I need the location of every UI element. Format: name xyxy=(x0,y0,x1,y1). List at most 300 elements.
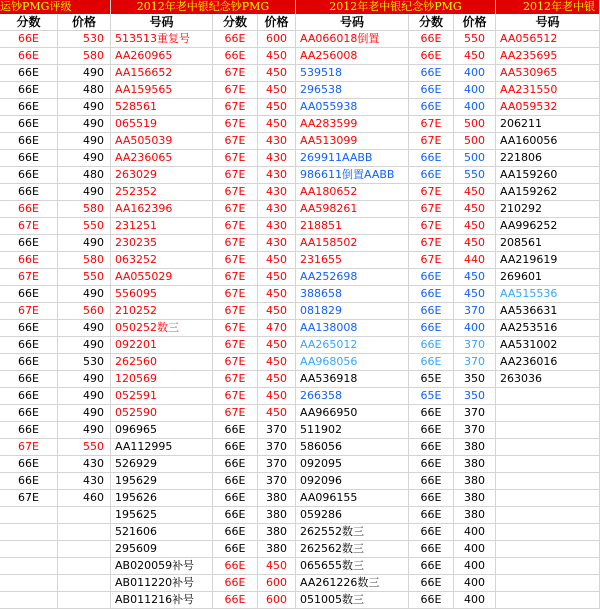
empty-cell xyxy=(496,592,600,609)
cell-price: 450 xyxy=(454,235,496,252)
empty-cell xyxy=(496,558,600,575)
cell-code: 050252数三 xyxy=(111,320,213,337)
cell-code: 092201 xyxy=(111,337,213,354)
cell-price: 490 xyxy=(58,65,111,82)
cell-score: 66E xyxy=(409,167,454,184)
cell-code: AA536631 xyxy=(496,303,600,320)
empty-cell xyxy=(496,473,600,490)
cell-code: 081829 xyxy=(296,303,409,320)
cell-price: 350 xyxy=(454,371,496,388)
banner-4: 2012年老中银 xyxy=(496,0,600,14)
cell-price: 380 xyxy=(454,473,496,490)
cell-score: 66E xyxy=(409,456,454,473)
cell-code: AA138008 xyxy=(296,320,409,337)
empty-cell xyxy=(0,592,58,609)
cell-score: 67E xyxy=(213,235,258,252)
cell-code: AA253516 xyxy=(496,320,600,337)
cell-code: AA598261 xyxy=(296,201,409,218)
cell-code: AB011216补号 xyxy=(111,592,213,609)
cell-score: 66E xyxy=(213,456,258,473)
cell-score: 66E xyxy=(409,354,454,371)
empty-cell xyxy=(0,575,58,592)
cell-code: 065519 xyxy=(111,116,213,133)
cell-score: 66E xyxy=(0,82,58,99)
banner-2: 2012年老中银纪念钞PMG xyxy=(111,0,296,14)
cell-price: 600 xyxy=(258,592,296,609)
cell-price: 530 xyxy=(58,31,111,48)
cell-code: 221806 xyxy=(496,150,600,167)
cell-score: 66E xyxy=(213,473,258,490)
cell-code: 210252 xyxy=(111,303,213,320)
cell-price: 490 xyxy=(58,99,111,116)
empty-cell xyxy=(496,507,600,524)
empty-cell xyxy=(496,422,600,439)
cell-code: AA530965 xyxy=(496,65,600,82)
cell-score: 66E xyxy=(409,82,454,99)
cell-score: 66E xyxy=(409,65,454,82)
cell-price: 450 xyxy=(258,354,296,371)
cell-score: 67E xyxy=(213,133,258,150)
cell-price: 490 xyxy=(58,184,111,201)
empty-cell xyxy=(58,592,111,609)
cell-price: 380 xyxy=(258,490,296,507)
cell-score: 67E xyxy=(213,252,258,269)
cell-code: 269911AABB xyxy=(296,150,409,167)
cell-price: 430 xyxy=(258,218,296,235)
cell-score: 66E xyxy=(0,473,58,490)
column-header-price: 价格 xyxy=(454,14,496,31)
cell-price: 380 xyxy=(258,524,296,541)
cell-code: AA265012 xyxy=(296,337,409,354)
cell-score: 66E xyxy=(409,269,454,286)
cell-code: 120569 xyxy=(111,371,213,388)
cell-price: 450 xyxy=(454,286,496,303)
cell-code: 986611倒置AABB xyxy=(296,167,409,184)
cell-code: AA160056 xyxy=(496,133,600,150)
cell-score: 67E xyxy=(213,116,258,133)
column-header-score: 分数 xyxy=(0,14,58,31)
cell-score: 66E xyxy=(0,252,58,269)
cell-score: 66E xyxy=(213,541,258,558)
cell-score: 66E xyxy=(213,422,258,439)
cell-price: 430 xyxy=(58,456,111,473)
cell-score: 67E xyxy=(213,337,258,354)
cell-code: AB011220补号 xyxy=(111,575,213,592)
cell-score: 66E xyxy=(0,150,58,167)
cell-code: 059286 xyxy=(296,507,409,524)
cell-code: 266358 xyxy=(296,388,409,405)
cell-price: 370 xyxy=(454,422,496,439)
cell-price: 550 xyxy=(58,269,111,286)
cell-code: 092096 xyxy=(296,473,409,490)
cell-code: 231655 xyxy=(296,252,409,269)
cell-code: AA055029 xyxy=(111,269,213,286)
cell-price: 600 xyxy=(258,31,296,48)
cell-price: 450 xyxy=(454,218,496,235)
cell-price: 460 xyxy=(58,490,111,507)
cell-score: 66E xyxy=(409,490,454,507)
cell-code: AA505039 xyxy=(111,133,213,150)
cell-price: 500 xyxy=(454,116,496,133)
cell-code: AA055938 xyxy=(296,99,409,116)
cell-price: 470 xyxy=(258,320,296,337)
cell-price: 400 xyxy=(454,65,496,82)
cell-score: 67E xyxy=(0,303,58,320)
cell-price: 400 xyxy=(454,558,496,575)
cell-code: AA231550 xyxy=(496,82,600,99)
cell-code: 092095 xyxy=(296,456,409,473)
cell-score: 65E xyxy=(409,388,454,405)
cell-code: AA283599 xyxy=(296,116,409,133)
cell-price: 370 xyxy=(258,456,296,473)
cell-code: 262552数三 xyxy=(296,524,409,541)
cell-price: 500 xyxy=(454,150,496,167)
cell-code: AA158502 xyxy=(296,235,409,252)
cell-price: 580 xyxy=(58,252,111,269)
cell-price: 530 xyxy=(58,354,111,371)
empty-cell xyxy=(496,405,600,422)
cell-code: AA261226数三 xyxy=(296,575,409,592)
cell-price: 450 xyxy=(454,48,496,65)
cell-code: 262560 xyxy=(111,354,213,371)
cell-score: 66E xyxy=(409,286,454,303)
cell-code: 556095 xyxy=(111,286,213,303)
cell-price: 450 xyxy=(454,269,496,286)
cell-code: 195625 xyxy=(111,507,213,524)
cell-price: 430 xyxy=(258,133,296,150)
cell-score: 66E xyxy=(0,48,58,65)
cell-price: 490 xyxy=(58,116,111,133)
cell-code: 052591 xyxy=(111,388,213,405)
cell-price: 400 xyxy=(454,524,496,541)
cell-price: 430 xyxy=(258,201,296,218)
cell-code: 388658 xyxy=(296,286,409,303)
cell-score: 66E xyxy=(409,558,454,575)
cell-price: 490 xyxy=(58,235,111,252)
cell-code: 210292 xyxy=(496,201,600,218)
cell-price: 480 xyxy=(58,167,111,184)
cell-code: 511902 xyxy=(296,422,409,439)
cell-code: 295609 xyxy=(111,541,213,558)
cell-price: 370 xyxy=(454,303,496,320)
cell-score: 67E xyxy=(409,218,454,235)
cell-score: 67E xyxy=(409,133,454,150)
cell-code: 051005数三 xyxy=(296,592,409,609)
cell-code: AA159262 xyxy=(496,184,600,201)
cell-score: 66E xyxy=(409,473,454,490)
cell-price: 430 xyxy=(258,235,296,252)
cell-score: 66E xyxy=(409,575,454,592)
cell-score: 67E xyxy=(213,303,258,320)
cell-score: 67E xyxy=(409,252,454,269)
cell-score: 67E xyxy=(213,354,258,371)
cell-code: AA066018倒置 xyxy=(296,31,409,48)
cell-score: 67E xyxy=(213,218,258,235)
cell-price: 430 xyxy=(258,150,296,167)
cell-score: 67E xyxy=(0,490,58,507)
cell-score: 67E xyxy=(213,269,258,286)
cell-code: AA112995 xyxy=(111,439,213,456)
cell-score: 66E xyxy=(409,439,454,456)
cell-code: 230235 xyxy=(111,235,213,252)
cell-code: 218851 xyxy=(296,218,409,235)
cell-price: 370 xyxy=(454,337,496,354)
cell-score: 66E xyxy=(409,320,454,337)
cell-price: 490 xyxy=(58,405,111,422)
cell-score: 66E xyxy=(213,575,258,592)
cell-score: 66E xyxy=(0,456,58,473)
cell-score: 66E xyxy=(0,405,58,422)
cell-price: 490 xyxy=(58,337,111,354)
cell-score: 67E xyxy=(409,235,454,252)
cell-score: 67E xyxy=(213,201,258,218)
cell-price: 430 xyxy=(258,184,296,201)
cell-score: 66E xyxy=(409,592,454,609)
cell-code: AA252698 xyxy=(296,269,409,286)
cell-code: AA996252 xyxy=(496,218,600,235)
cell-code: AA256008 xyxy=(296,48,409,65)
cell-code: AA159260 xyxy=(496,167,600,184)
cell-code: 096965 xyxy=(111,422,213,439)
cell-score: 67E xyxy=(0,269,58,286)
cell-price: 600 xyxy=(258,575,296,592)
cell-price: 400 xyxy=(454,592,496,609)
cell-score: 66E xyxy=(0,201,58,218)
cell-score: 66E xyxy=(409,541,454,558)
cell-price: 450 xyxy=(258,48,296,65)
cell-score: 67E xyxy=(213,371,258,388)
cell-score: 66E xyxy=(0,354,58,371)
cell-score: 67E xyxy=(409,116,454,133)
cell-score: 66E xyxy=(0,320,58,337)
cell-code: AA056512 xyxy=(496,31,600,48)
cell-price: 450 xyxy=(454,201,496,218)
cell-score: 67E xyxy=(213,167,258,184)
cell-price: 580 xyxy=(58,201,111,218)
cell-code: 521606 xyxy=(111,524,213,541)
cell-code: 231251 xyxy=(111,218,213,235)
cell-price: 350 xyxy=(454,388,496,405)
column-header-price: 价格 xyxy=(58,14,111,31)
cell-price: 430 xyxy=(58,473,111,490)
cell-score: 66E xyxy=(0,116,58,133)
column-header-code: 号码 xyxy=(296,14,409,31)
cell-score: 67E xyxy=(213,184,258,201)
cell-code: AA235695 xyxy=(496,48,600,65)
cell-score: 67E xyxy=(0,218,58,235)
cell-code: 208561 xyxy=(496,235,600,252)
cell-code: AB020059补号 xyxy=(111,558,213,575)
cell-score: 66E xyxy=(0,422,58,439)
cell-price: 550 xyxy=(454,31,496,48)
cell-score: 67E xyxy=(0,439,58,456)
cell-score: 66E xyxy=(409,31,454,48)
cell-price: 490 xyxy=(58,388,111,405)
cell-price: 370 xyxy=(454,354,496,371)
cell-price: 550 xyxy=(454,167,496,184)
cell-score: 67E xyxy=(213,82,258,99)
column-header-code: 号码 xyxy=(111,14,213,31)
cell-score: 66E xyxy=(0,99,58,116)
cell-price: 450 xyxy=(258,405,296,422)
cell-score: 67E xyxy=(213,405,258,422)
cell-score: 66E xyxy=(409,303,454,320)
cell-score: 66E xyxy=(213,524,258,541)
cell-code: 252352 xyxy=(111,184,213,201)
cell-score: 67E xyxy=(213,320,258,337)
cell-code: AA515536 xyxy=(496,286,600,303)
cell-code: AA156652 xyxy=(111,65,213,82)
cell-price: 370 xyxy=(258,439,296,456)
cell-code: 263029 xyxy=(111,167,213,184)
cell-price: 370 xyxy=(454,405,496,422)
cell-score: 66E xyxy=(213,558,258,575)
cell-price: 580 xyxy=(58,48,111,65)
cell-code: 528561 xyxy=(111,99,213,116)
cell-price: 480 xyxy=(58,82,111,99)
cell-score: 66E xyxy=(0,388,58,405)
cell-code: 263036 xyxy=(496,371,600,388)
column-header-score: 分数 xyxy=(213,14,258,31)
cell-price: 400 xyxy=(454,541,496,558)
empty-cell xyxy=(58,524,111,541)
cell-price: 380 xyxy=(454,439,496,456)
empty-cell xyxy=(496,541,600,558)
cell-price: 370 xyxy=(258,422,296,439)
cell-score: 66E xyxy=(409,337,454,354)
cell-price: 490 xyxy=(58,286,111,303)
empty-cell xyxy=(58,575,111,592)
cell-code: 195629 xyxy=(111,473,213,490)
cell-score: 66E xyxy=(0,133,58,150)
empty-cell xyxy=(496,456,600,473)
cell-score: 66E xyxy=(0,286,58,303)
cell-price: 490 xyxy=(58,371,111,388)
cell-code: AA260965 xyxy=(111,48,213,65)
cell-price: 450 xyxy=(258,337,296,354)
cell-code: 586056 xyxy=(296,439,409,456)
cell-score: 65E xyxy=(409,371,454,388)
cell-price: 380 xyxy=(258,507,296,524)
cell-price: 550 xyxy=(58,439,111,456)
cell-code: 513513重复号 xyxy=(111,31,213,48)
cell-score: 66E xyxy=(0,167,58,184)
cell-price: 450 xyxy=(258,286,296,303)
cell-price: 550 xyxy=(58,218,111,235)
cell-price: 450 xyxy=(454,184,496,201)
cell-price: 450 xyxy=(258,303,296,320)
cell-score: 67E xyxy=(409,184,454,201)
column-header-code: 号码 xyxy=(496,14,600,31)
cell-code: 526929 xyxy=(111,456,213,473)
cell-code: AA531002 xyxy=(496,337,600,354)
empty-cell xyxy=(58,558,111,575)
empty-cell xyxy=(496,490,600,507)
cell-code: 065655数三 xyxy=(296,558,409,575)
empty-cell xyxy=(496,575,600,592)
cell-code: AA536918 xyxy=(296,371,409,388)
cell-price: 370 xyxy=(258,473,296,490)
cell-score: 67E xyxy=(213,99,258,116)
cell-price: 490 xyxy=(58,320,111,337)
cell-price: 400 xyxy=(454,575,496,592)
empty-cell xyxy=(496,439,600,456)
cell-score: 66E xyxy=(213,439,258,456)
column-header-price: 价格 xyxy=(258,14,296,31)
cell-price: 450 xyxy=(258,252,296,269)
cell-code: 206211 xyxy=(496,116,600,133)
cell-price: 450 xyxy=(258,65,296,82)
cell-score: 66E xyxy=(409,524,454,541)
cell-score: 66E xyxy=(0,65,58,82)
empty-cell xyxy=(0,524,58,541)
cell-score: 66E xyxy=(213,592,258,609)
cell-price: 450 xyxy=(258,269,296,286)
cell-code: AA236065 xyxy=(111,150,213,167)
cell-score: 66E xyxy=(409,422,454,439)
cell-score: 66E xyxy=(0,235,58,252)
cell-price: 450 xyxy=(258,82,296,99)
cell-score: 67E xyxy=(213,286,258,303)
cell-price: 400 xyxy=(454,99,496,116)
cell-score: 66E xyxy=(0,31,58,48)
cell-score: 67E xyxy=(213,150,258,167)
empty-cell xyxy=(496,388,600,405)
cell-score: 66E xyxy=(409,150,454,167)
cell-price: 490 xyxy=(58,422,111,439)
cell-price: 400 xyxy=(454,82,496,99)
cell-score: 66E xyxy=(213,31,258,48)
cell-code: 262562数三 xyxy=(296,541,409,558)
column-header-score: 分数 xyxy=(409,14,454,31)
cell-code: 296538 xyxy=(296,82,409,99)
empty-cell xyxy=(0,541,58,558)
empty-cell xyxy=(496,524,600,541)
cell-score: 66E xyxy=(409,48,454,65)
cell-code: AA059532 xyxy=(496,99,600,116)
banner-3: 2012年老中银纪念钞PMG xyxy=(296,0,496,14)
cell-price: 450 xyxy=(258,558,296,575)
cell-score: 67E xyxy=(213,65,258,82)
empty-cell xyxy=(0,507,58,524)
cell-code: AA159565 xyxy=(111,82,213,99)
cell-price: 450 xyxy=(258,99,296,116)
cell-price: 450 xyxy=(258,388,296,405)
cell-price: 380 xyxy=(454,507,496,524)
cell-price: 380 xyxy=(454,456,496,473)
cell-price: 400 xyxy=(454,320,496,337)
cell-code: AA180652 xyxy=(296,184,409,201)
cell-score: 66E xyxy=(0,184,58,201)
empty-cell xyxy=(0,558,58,575)
cell-code: 269601 xyxy=(496,269,600,286)
cell-price: 450 xyxy=(258,371,296,388)
cell-code: AA968056 xyxy=(296,354,409,371)
cell-price: 380 xyxy=(258,541,296,558)
banner-1: 运钞PMG评级 xyxy=(0,0,111,14)
cell-price: 560 xyxy=(58,303,111,320)
cell-score: 66E xyxy=(409,99,454,116)
cell-code: 195626 xyxy=(111,490,213,507)
cell-score: 66E xyxy=(213,507,258,524)
cell-score: 66E xyxy=(409,405,454,422)
cell-code: AA513099 xyxy=(296,133,409,150)
cell-score: 66E xyxy=(0,371,58,388)
cell-score: 66E xyxy=(0,337,58,354)
cell-price: 500 xyxy=(454,133,496,150)
cell-code: AA219619 xyxy=(496,252,600,269)
cell-score: 66E xyxy=(409,507,454,524)
